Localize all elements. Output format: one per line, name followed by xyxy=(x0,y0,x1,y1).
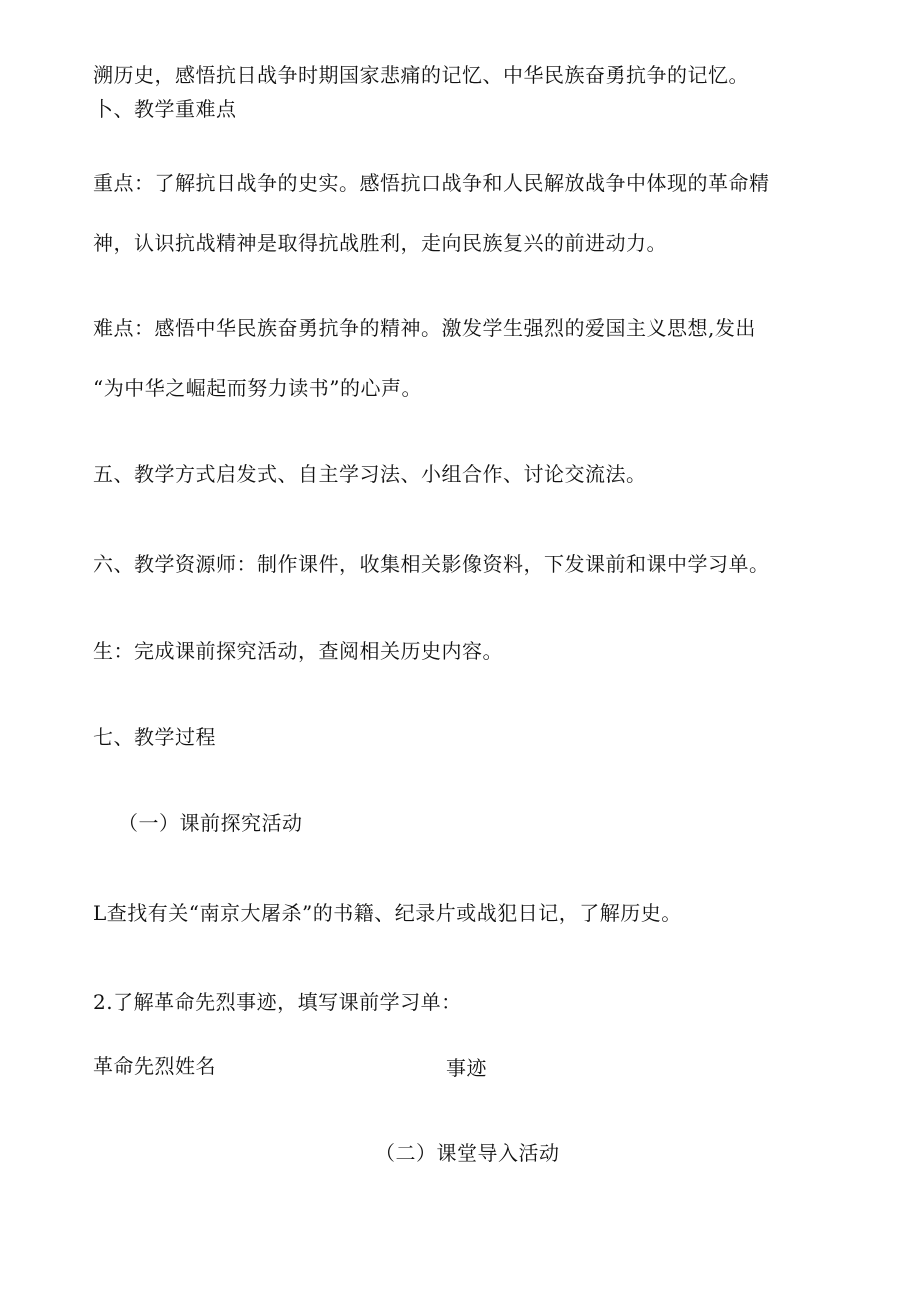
subsection-heading: （二）课堂导入活动 xyxy=(375,1141,560,1165)
table-header-deeds: 事迹 xyxy=(446,1056,487,1080)
section-heading: 五、教学方式启发式、自主学习法、小组合作、讨论交流法。 xyxy=(93,462,647,486)
paragraph-line: 难点：感悟中华民族奋勇抗争的精神。激发学生强烈的爱国主义思想,发出 xyxy=(93,316,756,340)
list-item: 2.了解革命先烈事迹，填写课前学习单： xyxy=(93,990,462,1014)
section-heading: 六、教学资源师：制作课件，收集相关影像资料，下发课前和课中学习单。 xyxy=(93,552,770,576)
section-heading: 卜、教学重难点 xyxy=(93,97,237,121)
paragraph-line: 生：完成课前探究活动，查阅相关历史内容。 xyxy=(93,639,503,663)
paragraph-line: 溯历史，感悟抗日战争时期国家悲痛的记忆、中华民族奋勇抗争的记忆。 xyxy=(93,63,749,87)
paragraph-line: 重点：了解抗日战争的史实。感悟抗口战争和人民解放战争中体现的革命精 xyxy=(93,171,770,195)
subsection-heading: （一）课前探究活动 xyxy=(118,811,303,835)
list-item: L查找有关“南京大屠杀”的书籍、纪录片或战犯日记，了解历史。 xyxy=(93,901,682,925)
section-heading: 七、教学过程 xyxy=(93,725,216,749)
table-header-name: 革命先烈姓名 xyxy=(93,1054,216,1078)
paragraph-line: “为中华之崛起而努力读书”的心声。 xyxy=(93,376,422,400)
paragraph-line: 神，认识抗战精神是取得抗战胜利，走向民族复兴的前进动力。 xyxy=(93,231,667,255)
